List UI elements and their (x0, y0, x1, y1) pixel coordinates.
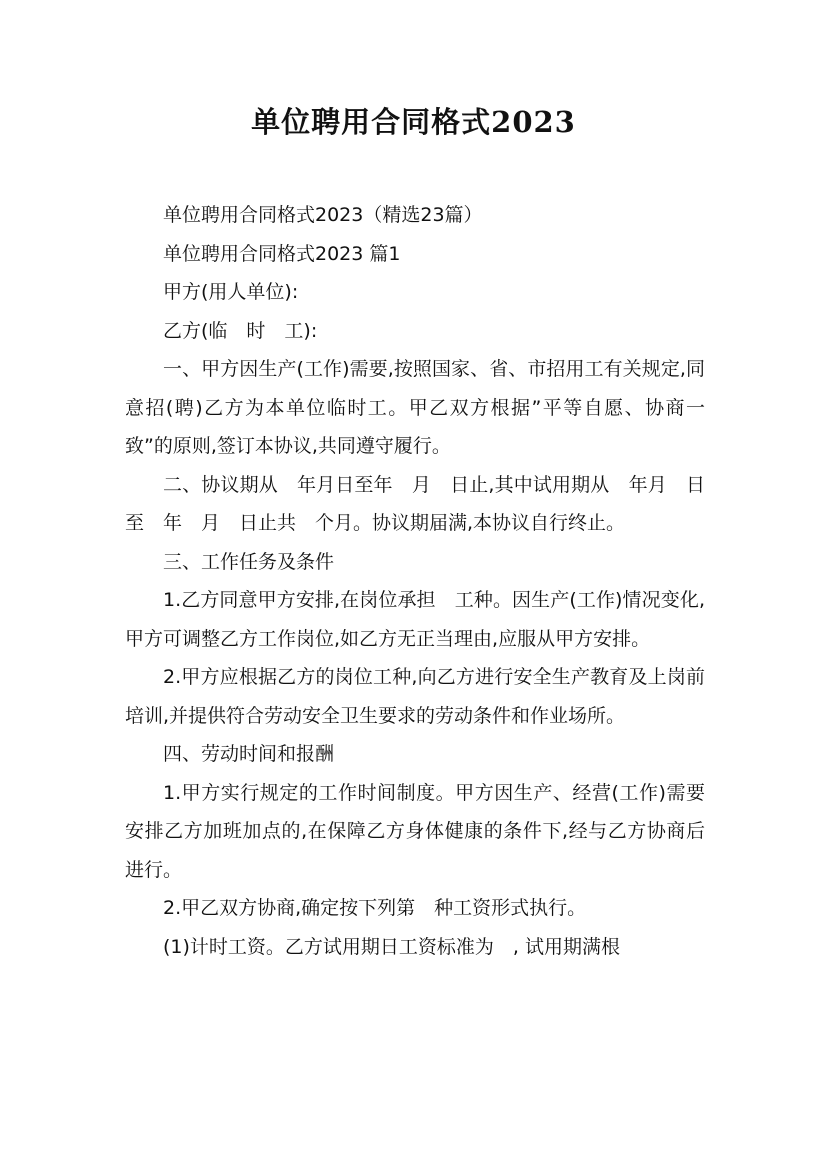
paragraph-clause-3-heading: 三、工作任务及条件 (163, 550, 335, 573)
paragraph-clause-4-heading: 四、劳动时间和报酬 (163, 743, 335, 765)
document-title: 单位聘用合同格式2023 (251, 105, 576, 139)
paragraph-heading: 单位聘用合同格式2023 篇1 (163, 242, 401, 265)
paragraph-clause-3-1: 1.乙方同意甲方安排,在岗位承担 工种。因生产(工作)情况变化,甲方可调整乙方工作岗位,如乙方无正当理由,应服从甲方安排。 (125, 589, 705, 650)
paragraph-clause-4-2-1: (1)计时工资。乙方试用期日工资标准为 , 试用期满根 (163, 935, 620, 958)
paragraph-clause-1: 一、甲方因生产(工作)需要,按照国家、省、市招用工有关规定,同意招(聘)乙方为本单位临时工。甲乙双方根据”平等自愿、协商一致”的原则,签订本协议,共同遵守履行。 (125, 358, 705, 457)
paragraph-clause-4-2: 2.甲乙双方协商,确定按下列第 种工资形式执行。 (163, 897, 587, 919)
paragraph-clause-3-2: 2.甲方应根据乙方的岗位工种,向乙方进行安全生产教育及上岗前培训,并提供符合劳动安全卫生要求的劳动条件和作业场所。 (125, 666, 705, 727)
paragraph-clause-2: 二、协议期从 年月日至年 月 日止,其中试用期从 年月 日至 年 月 日止共 个月。协议期届满,本协议自行终止。 (125, 473, 705, 534)
document-body (125, 196, 705, 966)
paragraph-party-b: 乙方(临 时 工): (163, 319, 318, 342)
paragraph-subtitle: 单位聘用合同格式2023（精选23篇） (163, 204, 483, 226)
paragraph-clause-4-1: 1.甲方实行规定的工作时间制度。甲方因生产、经营(工作)需要安排乙方加班加点的,在保障乙方身体健康的条件下,经与乙方协商后进行。 (125, 781, 705, 881)
paragraph-party-a: 甲方(用人单位): (163, 281, 299, 303)
